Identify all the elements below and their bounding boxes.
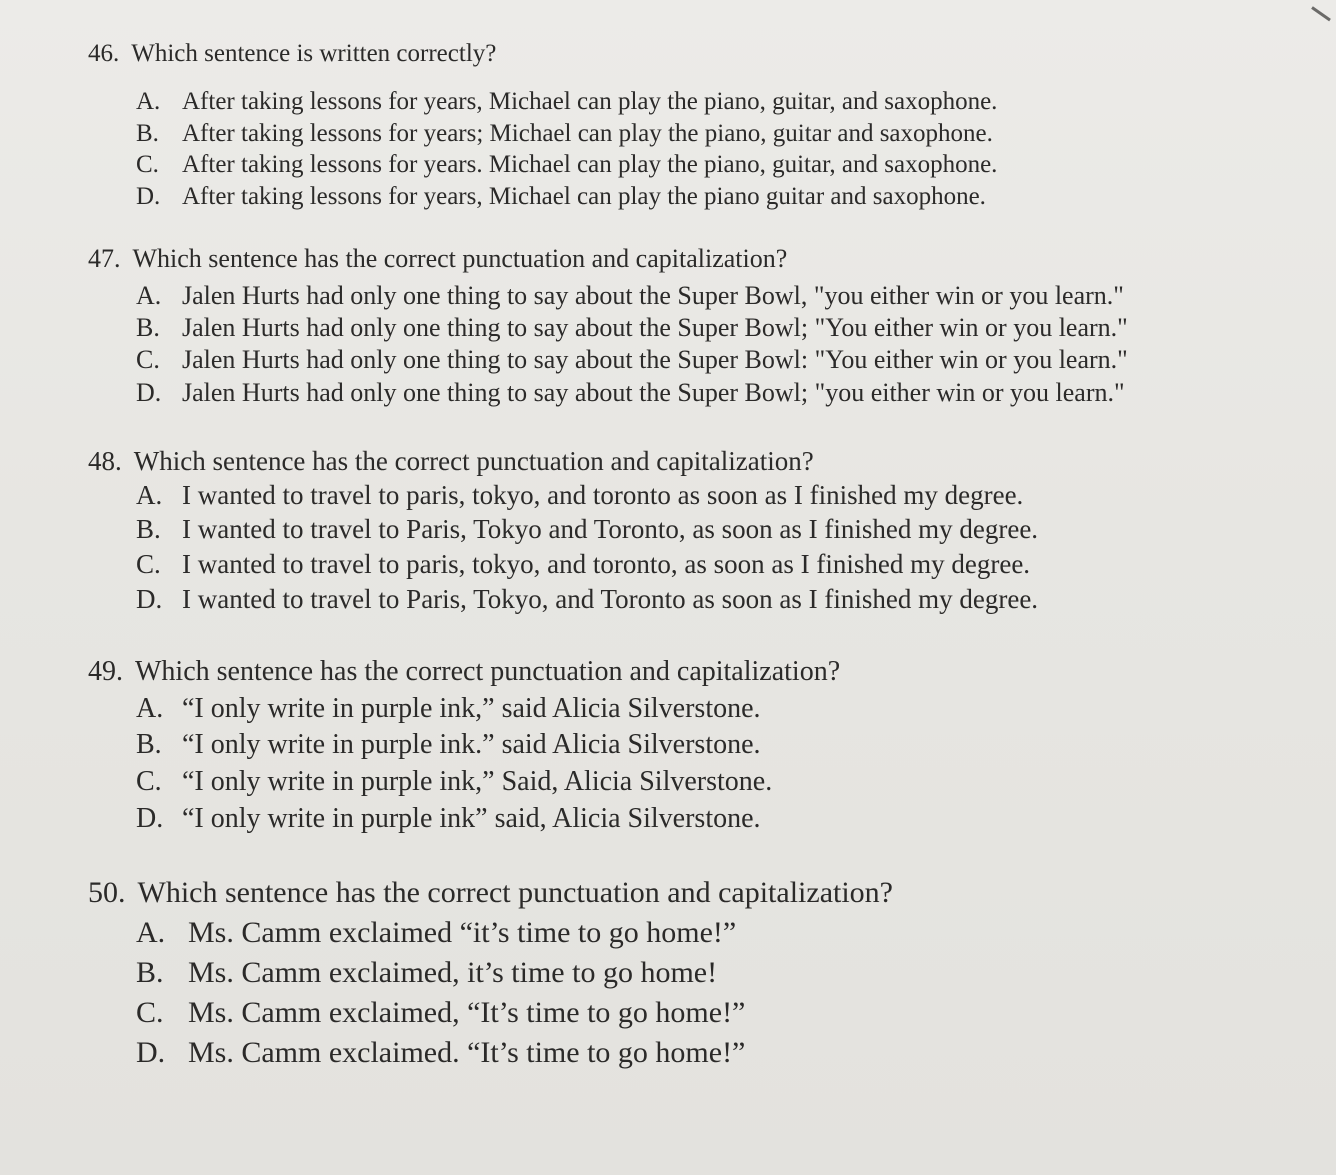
- option-text: I wanted to travel to paris, tokyo, and toronto as soon as I finished my degree.: [182, 480, 1024, 510]
- option-c: [136, 766, 772, 798]
- option-d: [136, 584, 1038, 615]
- option-a: [136, 480, 1023, 511]
- option-letter: C.: [136, 549, 161, 579]
- option-text: Ms. Camm exclaimed. “It’s time to go home!”: [188, 1036, 746, 1069]
- question-text: Which sentence has the correct punctuation and capitalization?: [132, 244, 788, 273]
- option-letter: C.: [136, 151, 159, 178]
- option-d: [136, 803, 761, 835]
- question-prompt: [88, 876, 893, 910]
- question-number: 47.: [88, 244, 121, 273]
- question-number: 49.: [88, 656, 123, 687]
- question-text: Which sentence is written correctly?: [131, 40, 497, 67]
- question-text: Which sentence has the correct punctuation and capitalization?: [135, 656, 841, 687]
- pen-mark: [1311, 6, 1331, 21]
- option-text: Ms. Camm exclaimed, “It’s time to go home!”: [188, 996, 746, 1029]
- option-letter: A.: [136, 693, 164, 724]
- option-letter: A.: [136, 916, 166, 949]
- option-text: Ms. Camm exclaimed “it’s time to go home!”: [188, 916, 737, 949]
- option-text: After taking lessons for years, Michael can play the piano guitar and saxophone.: [182, 183, 986, 210]
- option-letter: B.: [136, 956, 164, 989]
- option-b: [136, 120, 993, 148]
- option-a: [136, 916, 736, 950]
- option-letter: B.: [136, 313, 160, 342]
- option-b: [136, 514, 1038, 545]
- option-c: [136, 549, 1030, 580]
- option-c: [136, 151, 997, 179]
- option-text: “I only write in purple ink” said, Alicia Silverstone.: [182, 803, 761, 834]
- question-prompt: [88, 656, 840, 688]
- option-letter: D.: [136, 803, 164, 834]
- option-letter: A.: [136, 281, 162, 310]
- option-text: After taking lessons for years, Michael can play the piano, guitar, and saxophone.: [182, 88, 998, 115]
- option-text: After taking lessons for years; Michael can play the piano, guitar and saxophone.: [182, 120, 993, 147]
- option-letter: A.: [136, 88, 161, 115]
- option-letter: B.: [136, 729, 162, 760]
- option-letter: D.: [136, 183, 161, 210]
- option-letter: C.: [136, 996, 164, 1029]
- option-text: Jalen Hurts had only one thing to say about the Super Bowl, "you either win or you learn.": [182, 281, 1124, 310]
- option-text: Jalen Hurts had only one thing to say about the Super Bowl; "You either win or you learn.": [182, 313, 1128, 342]
- option-text: I wanted to travel to Paris, Tokyo and Toronto, as soon as I finished my degree.: [182, 514, 1039, 544]
- question-number: 48.: [88, 446, 122, 476]
- option-c: [136, 996, 745, 1030]
- option-letter: A.: [136, 480, 163, 510]
- option-text: I wanted to travel to Paris, Tokyo, and Toronto as soon as I finished my degree.: [182, 584, 1039, 614]
- option-b: [136, 729, 761, 761]
- question-prompt: [88, 244, 787, 274]
- question-number: 50.: [88, 876, 126, 909]
- option-text: “I only write in purple ink.” said Alicia Silverstone.: [182, 729, 761, 760]
- option-text: Jalen Hurts had only one thing to say about the Super Bowl: "You either win or you learn.": [182, 345, 1128, 374]
- option-a: [136, 281, 1124, 311]
- option-letter: D.: [136, 378, 162, 407]
- option-letter: B.: [136, 120, 159, 147]
- option-letter: D.: [136, 1036, 166, 1069]
- option-letter: C.: [136, 766, 162, 797]
- option-letter: C.: [136, 345, 160, 374]
- question-prompt: [88, 446, 814, 477]
- question-number: 46.: [88, 40, 120, 67]
- question-text: Which sentence has the correct punctuation and capitalization?: [137, 876, 893, 909]
- option-text: Ms. Camm exclaimed, it’s time to go home!: [188, 956, 718, 989]
- option-d: [136, 1036, 745, 1070]
- question-prompt: [88, 40, 496, 68]
- option-text: After taking lessons for years. Michael can play the piano, guitar, and saxophone.: [182, 151, 998, 178]
- option-a: [136, 88, 997, 116]
- option-d: [136, 378, 1125, 408]
- option-c: [136, 345, 1128, 375]
- question-text: Which sentence has the correct punctuation and capitalization?: [133, 446, 814, 476]
- option-letter: B.: [136, 514, 161, 544]
- option-a: [136, 693, 761, 725]
- option-text: “I only write in purple ink,” said Alicia Silverstone.: [182, 693, 761, 724]
- option-d: [136, 183, 986, 211]
- option-b: [136, 313, 1128, 343]
- option-text: I wanted to travel to paris, tokyo, and toronto, as soon as I finished my degree.: [182, 549, 1031, 579]
- option-text: Jalen Hurts had only one thing to say about the Super Bowl; "you either win or you learn.": [182, 378, 1125, 407]
- option-b: [136, 956, 717, 990]
- option-text: “I only write in purple ink,” Said, Alicia Silverstone.: [182, 766, 773, 797]
- option-letter: D.: [136, 584, 163, 614]
